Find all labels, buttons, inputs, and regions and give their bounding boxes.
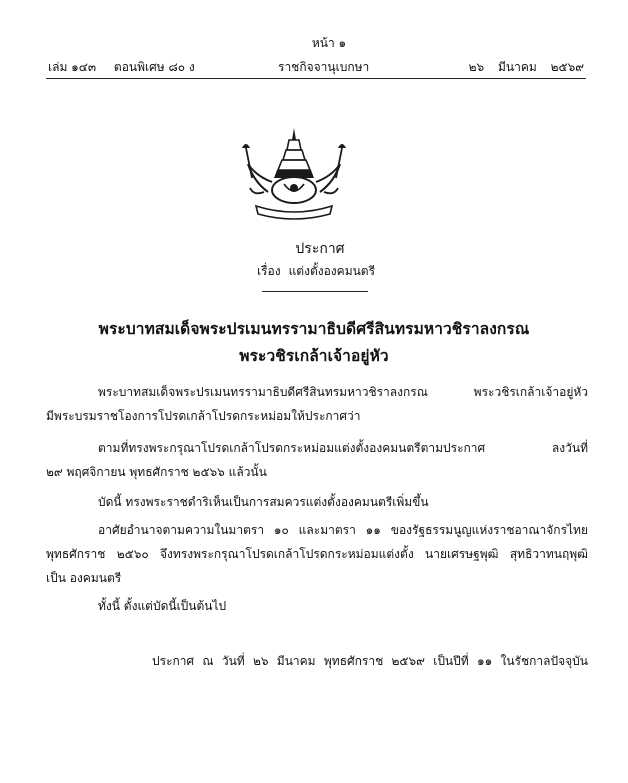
subject-text: แต่งตั้งองคมนตรี <box>288 264 376 278</box>
paragraph-4 <box>46 518 588 590</box>
publication-name: ราชกิจจานุเบกษา <box>278 60 370 74</box>
date-month: มีนาคม <box>497 60 537 74</box>
volume-label: เล่ม ๑๔๓ <box>48 60 97 74</box>
gazette-volume-info <box>48 58 209 77</box>
royal-name-line-2: พระวชิรเกล้าเจ้าอยู่หัว <box>239 347 389 365</box>
paragraph-3 <box>46 490 588 514</box>
subject-label: เรื่อง <box>256 264 281 278</box>
paragraph-2-line-2: ๒๙ พฤศจิกายน พุทธศักราช ๒๕๖๖ แล้วนั้น <box>46 465 267 479</box>
paragraph-4-line-1: อาศัยอำนาจตามความในมาตรา ๑๐ และมาตรา ๑๑ ของรัฐธรรมนูญแห่งราชอาณาจักรไทย <box>98 523 588 537</box>
paragraph-1 <box>46 380 588 428</box>
issue-label: ตอนพิเศษ ๘๐ ง <box>113 60 195 74</box>
paragraph-2-line-1: ตามที่ทรงพระกรุณาโปรดเกล้าโปรดกระหม่อมแต่งตั้งองคมนตรีตามประกาศ ลงวันที่ <box>98 441 588 455</box>
announcement-subject <box>0 262 628 281</box>
publication-date <box>459 58 584 77</box>
paragraph-4-line-2: พุทธศักราช ๒๕๖๐ จึงทรงพระกรุณาโปรดเกล้าโปรดกระหม่อมแต่งตั้ง นายเศรษฐพุฒิ สุทธิวาทนฤพุฒิ <box>46 547 588 561</box>
signoff-date-line: ประกาศ ณ วันที่ ๒๖ มีนาคม พุทธศักราช ๒๕๖๙ เป็นปีที่ ๑๑ ในรัชกาลปัจจุบัน <box>152 654 588 668</box>
announcement-title: ประกาศ <box>295 241 345 257</box>
header-divider <box>46 78 586 79</box>
title-divider <box>262 291 368 292</box>
date-day: ๒๖ <box>468 60 485 74</box>
paragraph-2 <box>46 436 588 484</box>
royal-name-line-1: พระบาทสมเด็จพระปรเมนทรรามาธิบดีศรีสินทรมหาวชิราลงกรณ <box>98 320 530 338</box>
paragraph-1-line-1: พระบาทสมเด็จพระปรเมนทรรามาธิบดีศรีสินทรมหาวชิราลงกรณ พระวชิรเกล้าเจ้าอยู่หัว <box>98 385 588 399</box>
date-year: ๒๕๖๙ <box>550 60 584 74</box>
royal-emblem-icon <box>234 126 354 222</box>
paragraph-5 <box>46 594 588 618</box>
page-number: หน้า ๑ <box>311 36 347 50</box>
paragraph-4-line-3: เป็น องคมนตรี <box>46 571 122 585</box>
paragraph-5-line-1: ทั้งนี้ ตั้งแต่บัดนี้เป็นต้นไป <box>98 599 227 613</box>
paragraph-1-line-2: มีพระบรมราชโองการโปรดเกล้าโปรดกระหม่อมให้ประกาศว่า <box>46 409 361 423</box>
paragraph-3-line-1: บัดนี้ ทรงพระราชดำริเห็นเป็นการสมควรแต่งตั้งองคมนตรีเพิ่มขึ้น <box>98 495 429 509</box>
